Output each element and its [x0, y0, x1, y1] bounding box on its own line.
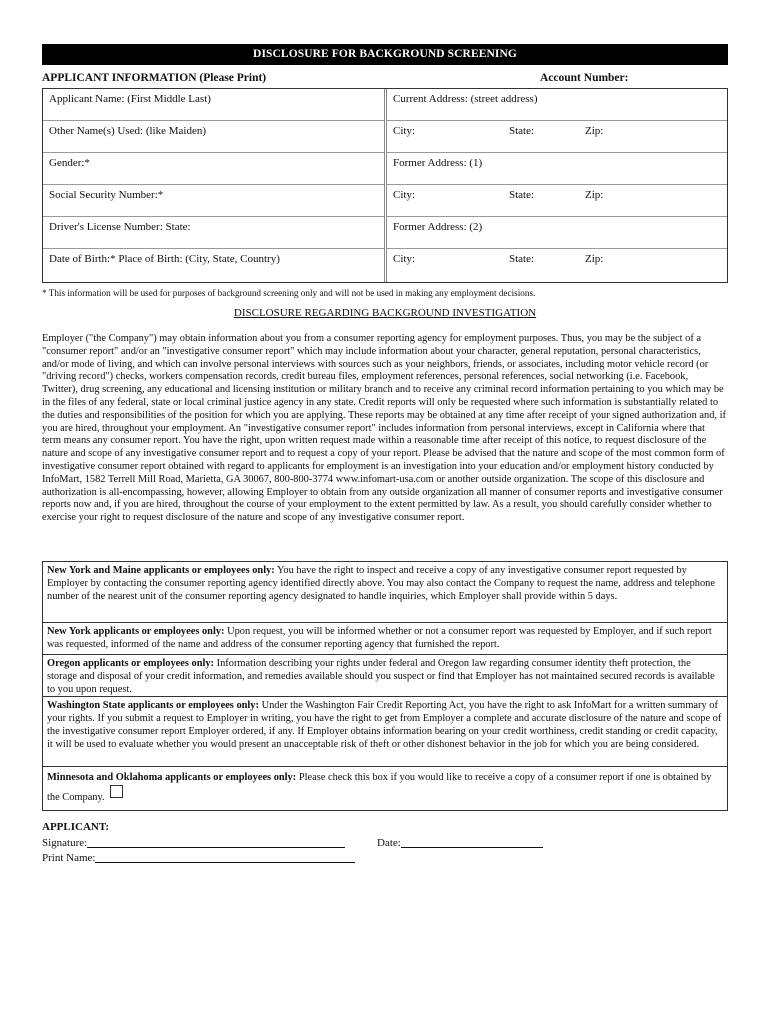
date-row	[377, 835, 543, 849]
footnote: * This information will be used for purposes of background screening only and will not be used in making any employment decisions.	[42, 288, 536, 298]
applicant-info-grid	[42, 88, 728, 283]
print-name-label: Print Name:	[42, 852, 96, 864]
zip-label: Zip:	[585, 253, 604, 265]
other-names-field[interactable]: Other Name(s) Used: (like Maiden)	[43, 121, 384, 153]
signature-label: Signature:	[42, 837, 88, 849]
state-label: State:	[509, 253, 535, 265]
form-title: DISCLOSURE FOR BACKGROUND SCREENING	[42, 44, 728, 65]
city-label: City:	[393, 125, 416, 137]
notice-oregon	[43, 655, 727, 697]
notice-text: Under the Washington Fair Credit Reporting Act, you have the right to ask InfoMart for a written summary of your rights. If you submit a request to Employer in writing, you have the right to get from Employer a complete and accurate disclosure of the nature and scope of the investigative consumer report Employer ordered, if any. If Employer obtains information bearing on your credit worthiness, credit standing or credit capacity, it will be used to evaluate whether you would present an unacceptable risk of theft or other dishonest behavior in the job for which you are being considered.	[47, 700, 722, 750]
applicant-name-field[interactable]: Applicant Name: (First Middle Last)	[43, 89, 384, 121]
section-title: DISCLOSURE REGARDING BACKGROUND INVESTIGATION	[233, 307, 537, 319]
date-of-birth-field[interactable]: Date of Birth:* Place of Birth: (City, State, Country)	[49, 253, 280, 265]
former-2-city-state-zip-field[interactable]	[387, 249, 727, 282]
former-address-2-field[interactable]: Former Address: (2)	[387, 217, 727, 249]
notice-heading: Washington State applicants or employees only:	[47, 700, 259, 711]
notice-text: Please check this box if you would like to receive a copy of a consumer report if one is obtained by the Company.	[47, 772, 712, 803]
date-line[interactable]	[401, 835, 543, 848]
zip-label: Zip:	[585, 189, 604, 201]
notice-heading: New York applicants or employees only:	[47, 626, 225, 637]
former-1-city-state-zip-field[interactable]	[387, 185, 727, 217]
notice-text: Upon request, you will be informed whether or not a consumer report was requested by Employer, and if such report was requested, informed of the name and address of the consumer reporting agency that furnished the report.	[47, 626, 712, 650]
state-notices-box	[42, 561, 728, 811]
print-name-row	[42, 850, 355, 864]
consumer-report-copy-checkbox[interactable]	[110, 785, 123, 798]
notice-new-york-maine	[43, 562, 727, 623]
applicant-info-right-column	[387, 89, 727, 282]
applicant-heading: APPLICANT:	[42, 821, 110, 833]
notice-text: Information describing your rights under federal and Oregon law regarding consumer identity theft protection, the storage and disposal of your credit information, and remedies available should you suspect or find that Employer has not maintained secured records is available to you upon request.	[47, 658, 715, 695]
date-label: Date:	[377, 837, 401, 849]
current-city-state-zip-field[interactable]	[387, 121, 727, 153]
ssn-field[interactable]: Social Security Number:*	[43, 185, 384, 217]
notice-washington	[43, 697, 727, 767]
applicant-info-left-column	[43, 89, 387, 282]
drivers-license-field[interactable]: Driver's License Number: State:	[43, 217, 384, 249]
signature-row	[42, 835, 345, 849]
applicant-info-label: APPLICANT INFORMATION (Please Print)	[42, 72, 267, 84]
city-label: City:	[393, 253, 416, 265]
zip-label: Zip:	[585, 125, 604, 137]
notice-minnesota-oklahoma	[43, 767, 727, 810]
disclosure-body: Employer ("the Company") may obtain information about you from a consumer reporting agency for employment purposes. Thus, you may be the subject of a "consumer report" and/or an "investigative consumer report" which may include information about your character, general reputation, personal characteristics, and/or mode of living, and which can involve personal interviews with sources such as your neighbors, friends, or associates, including motor vehicle record (or "driving record") checks, workers compensation records, credit bureau files, employment references, personal references, social networking (i.e. Facebook, Twitter), drug screening, any educational and licensing institution or military branch and to receive any criminal record information pertaining to you which may be in the files of any federal, state or local criminal justice agency in any state. Credit reports will only be requested where such information is substantially related to the duties and responsibilities of the position for which you are applying. These reports may be obtained at any time after receipt of your signed authorization and, if you are hired, throughout your employment. An "investigative consumer report" includes information from personal interviews, except in California where that term means any consumer report. You have the right, upon written request made within a reasonable time after receipt of this notice, to request disclosure of the nature and scope of any investigative consumer report and to request a copy of your report. Please be advised that the nature and scope of the most common form of investigative consumer report obtained with regard to applicants for employment is an investigation into your education and/or employment history conducted by InfoMart, 1582 Terrell Mill Road, Marietta, GA 30067, 800-800-3774 www.infomart-usa.com or another outside organization. The scope of this disclosure and authorization is all-encompassing, however, allowing Employer to obtain from any outside organization all manner of consumer reports and investigative consumer reports now and, if you are hired, throughout the course of your employment to the extent permitted by law. As a result, you should carefully consider whether to exercise your right to request disclosure of the nature and scope of any investigative consumer report.	[42, 333, 726, 524]
notice-heading: Oregon applicants or employees only:	[47, 658, 215, 669]
state-label: State:	[509, 189, 535, 201]
applicant-info-header	[42, 72, 728, 88]
notice-new-york	[43, 623, 727, 655]
state-label: State:	[509, 125, 535, 137]
notice-heading: New York and Maine applicants or employees only:	[47, 565, 275, 576]
notice-text: You have the right to inspect and receive a copy of any investigative consumer report requested by Employer by contacting the consumer reporting agency identified directly above. You may also contact the Company to request the name, address and telephone number of the nearest unit of the consumer reporting agency designated to handle inquiries, which Employer shall provide within 5 days.	[47, 565, 715, 602]
current-address-field[interactable]: Current Address: (street address)	[387, 89, 727, 121]
former-address-1-field[interactable]: Former Address: (1)	[387, 153, 727, 185]
account-number-label: Account Number:	[540, 72, 629, 84]
city-label: City:	[393, 189, 416, 201]
signature-line[interactable]	[87, 835, 345, 848]
print-name-line[interactable]	[95, 850, 355, 863]
gender-field[interactable]: Gender:*	[43, 153, 384, 185]
notice-heading: Minnesota and Oklahoma applicants or employees only:	[47, 772, 297, 783]
